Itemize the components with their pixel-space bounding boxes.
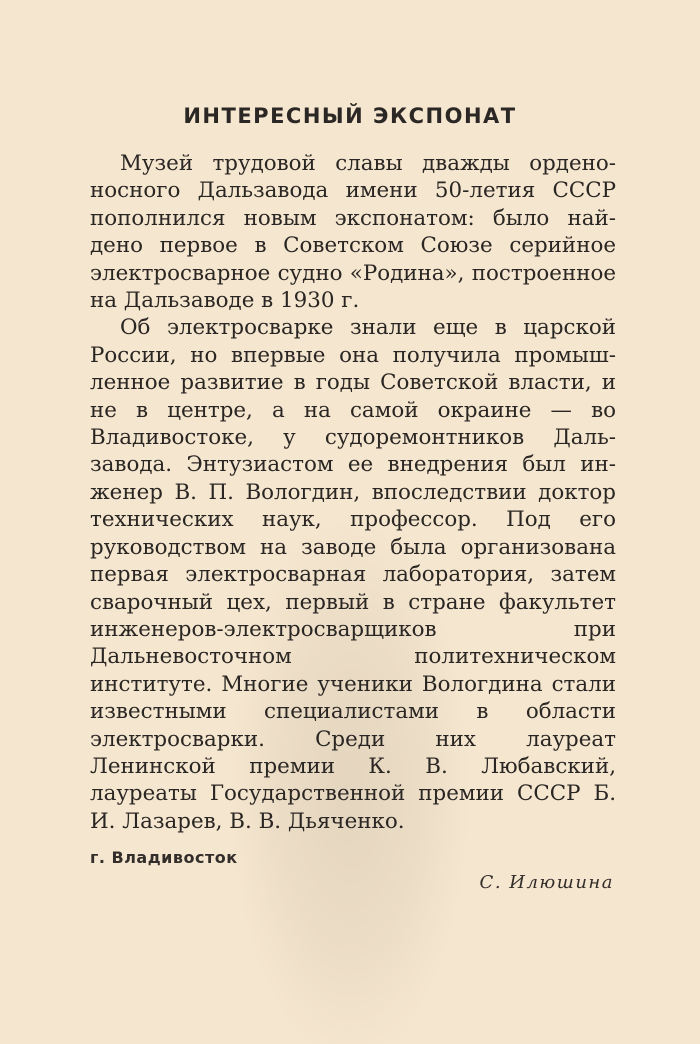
article-paragraph-2: Об электросварке знали еще в царской России, но впервые она получила промышленное развитие в годы Советской власти, и не в центре, а на самой окраине — во Владивостоке, у судоремонтников Дальзавода. Энтузиастом ее внедрения был инженер В. П. Вологдин, впоследствии доктор технических наук, профессор. Под его руководством на заводе была организована первая электросварная лаборатория, затем сварочный цех, первый в стране факультет инженеров-электросварщиков при Дальневосточном политехническом институте. Многие ученики Вологдина стали известными специалистами в области электросварки. Среди них лауреат Ленинской премии К. В. Любавский, лауреаты Государственной премии СССР Б. И. Лазарев, В. В. Дьяченко.: [90, 315, 616, 834]
author-signature: С. Илюшина: [479, 872, 614, 893]
article-paragraph-1: Музей трудовой славы дважды орденоносного Дальзавода имени 50-летия СССР пополнился новым экспонатом: было найдено первое в Советском Союзе серийное электросварное судно «Родина», построенное на Дальзаводе в 1930 г.: [90, 151, 616, 314]
article-title: ИНТЕРЕСНЫЙ ЭКСПОНАТ: [183, 104, 517, 128]
article-body: [90, 150, 616, 835]
dateline-place: г. Владивосток: [90, 848, 238, 867]
